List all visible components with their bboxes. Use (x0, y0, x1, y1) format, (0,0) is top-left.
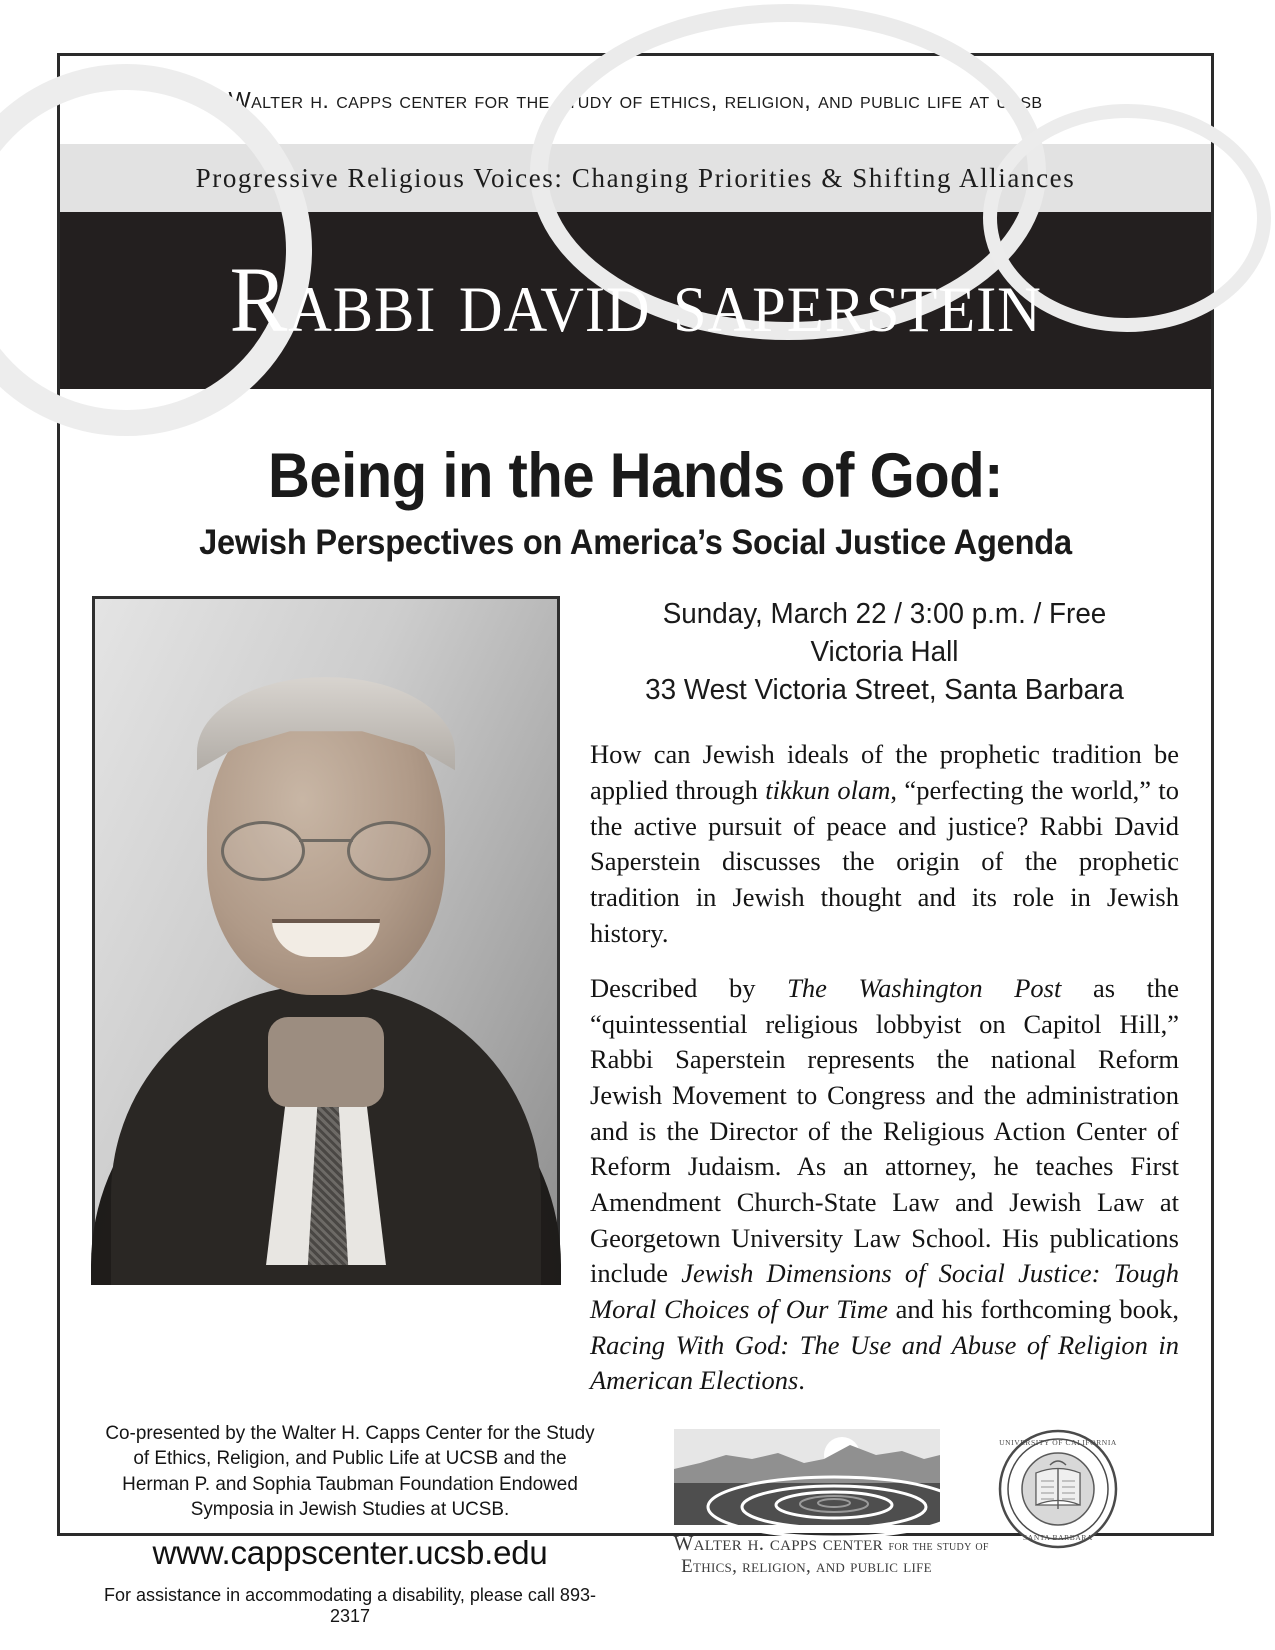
website-url[interactable]: www.cappscenter.ucsb.edu (152, 1534, 548, 1572)
description-paragraph-2 (590, 971, 1179, 1399)
photo-lens-right (347, 821, 431, 881)
accessibility-note: For assistance in accommodating a disability, please call 893-2317 (104, 1585, 596, 1627)
series-band (60, 144, 1211, 212)
photo-neck (268, 1017, 384, 1107)
footer-logos (610, 1415, 1181, 1578)
capps-center-logo (673, 1429, 989, 1578)
capps-logo-name-small: for the study of (888, 1538, 989, 1554)
paragraph2-text-2: as the “quintessential religious lobbyist on Capitol Hill,” Rabbi Saperstein represents the national Reform Jewish Movement to Congress and the administration and is the Director of the Religious Action Center of Reform Judaism. As an attorney, he teaches First Amendment Church-State Law and Jewish Law at Georgetown University Law School. His publications include (590, 973, 1179, 1289)
event-datetime: Sunday, March 22 / 3:00 p.m. / Free (662, 598, 1107, 631)
ucsb-seal-icon (998, 1429, 1118, 1549)
paragraph1-text-2: , “perfecting the world,” to the active pursuit of peace and justice? Rabbi David Saperstein discusses the origin of the prophetic tradition in Jewish thought and its role in Jewish history. (590, 774, 1180, 948)
photo-glasses (221, 821, 431, 877)
paragraph2-italic-washington-post: The Washington Post (787, 973, 1062, 1004)
capps-logo-tagline: Ethics, religion, and public life (681, 1555, 932, 1577)
paragraph2-text-1: Described by (590, 973, 788, 1004)
seal-bottom-text: SANTA BARBARA (1022, 1532, 1093, 1542)
text-column (564, 596, 1179, 1399)
photo-column (92, 596, 564, 1399)
capps-landscape-icon (674, 1429, 940, 1525)
footer-credits (90, 1415, 610, 1627)
speaker-name-band (60, 212, 1211, 389)
description-paragraph-1 (590, 737, 1179, 951)
paragraph1-text-1: How can Jewish ideals of the prophetic tradition be applied through (590, 739, 1179, 805)
organization-name: Walter h. capps center for the study of ethics, religion, and public life at ucsb (228, 86, 1043, 113)
description-body (590, 737, 1179, 1399)
capps-logo-name (673, 1530, 989, 1556)
paragraph2-italic-book-title-1: Jewish Dimensions of Social Justice: Tough Moral Choices of Our Time (590, 1258, 1179, 1324)
event-details (602, 596, 1167, 709)
talk-subtitle: Jewish Perspectives on America’s Social Justice Agenda (199, 522, 1072, 562)
main-content (60, 562, 1211, 1399)
organization-header (60, 56, 1211, 144)
photo-glasses-bridge (299, 839, 353, 842)
paragraph1-italic-tikkun-olam: tikkun olam (765, 774, 891, 805)
capps-logo-name-main: Walter h. capps center (673, 1530, 883, 1555)
series-title: Progressive Religious Voices: Changing Priorities & Shifting Alliances (195, 162, 1076, 193)
event-venue: Victoria Hall (810, 635, 959, 668)
event-address: 33 West Victoria Street, Santa Barbara (645, 673, 1124, 706)
photo-lens-left (221, 821, 305, 881)
paragraph2-text-3: and his forthcoming book, (887, 1293, 1179, 1324)
co-presenter-credit: Co-presented by the Walter H. Capps Center for the Study of Ethics, Religion, and Public Life at UCSB and the Herman P. and Sophia Taubman Foundation Endowed Symposia in Jewish Studies at UCSB. (105, 1421, 595, 1520)
paragraph2-italic-book-title-2: Racing With God: The Use and Abuse of Religion in American Elections (590, 1329, 1179, 1396)
poster (57, 53, 1214, 1627)
footer (60, 1399, 1211, 1627)
seal-top-text: UNIVERSITY OF CALIFORNIA (998, 1437, 1117, 1447)
speaker-name: Rabbi david saperstein (229, 249, 1042, 352)
title-block (60, 389, 1211, 562)
paragraph2-text-4: . (798, 1365, 805, 1396)
talk-title: Being in the Hands of God: (267, 441, 1004, 511)
speaker-portrait-photo (92, 596, 560, 1268)
